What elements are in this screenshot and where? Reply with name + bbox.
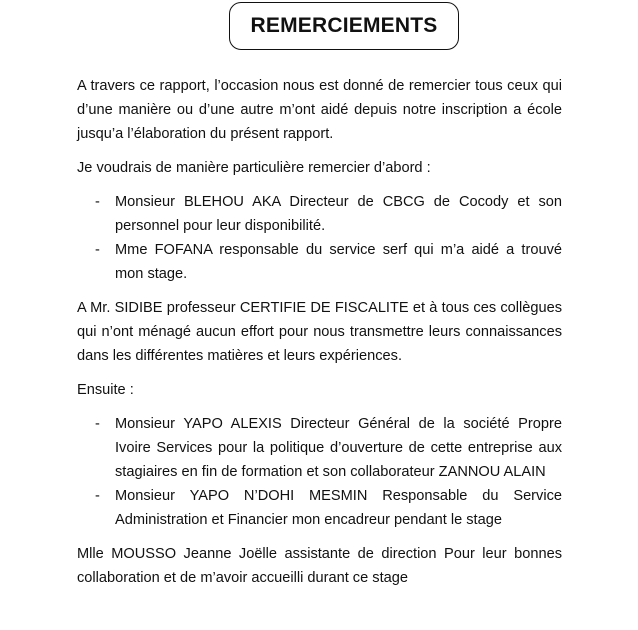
professor-paragraph: A Mr. SIDIBE professeur CERTIFIE DE FISCALITE et à tous ces collègues qui n’ont ménagé aucun effort pour nous transmettre leurs connaissances dans les différentes matières et leurs expériences. — [77, 300, 562, 364]
document-body — [77, 74, 562, 600]
first-thanks-list — [77, 190, 562, 286]
second-thanks-lead: Ensuite : — [77, 382, 134, 398]
first-thanks-lead: Je voudrais de manière particulière remercier d’abord : — [77, 160, 431, 176]
page-title: REMERCIEMENTS — [250, 14, 438, 37]
title-box — [229, 2, 459, 50]
closing-paragraph: Mlle MOUSSO Jeanne Joëlle assistante de direction Pour leur bonnes collaboration et de m’avoir accueilli durant ce stage — [77, 546, 562, 586]
list-item: - Monsieur BLEHOU AKA Directeur de CBCG de Cocody et son personnel pour leur disponibilité. — [77, 190, 562, 238]
list-item: - Monsieur YAPO N’DOHI MESMIN Responsable du Service Administration et Financier mon encadreur pendant le stage — [77, 484, 562, 532]
second-thanks-list — [77, 412, 562, 532]
list-item: - Mme FOFANA responsable du service serf qui m’a aidé a trouvé mon stage. — [77, 238, 562, 286]
intro-paragraph: A travers ce rapport, l’occasion nous est donné de remercier tous ceux qui d’une manière ou d’une autre m’ont aidé depuis notre inscription a école jusqu’a l’élaboration du présent rapport. — [77, 78, 562, 142]
list-item: - Monsieur YAPO ALEXIS Directeur Général de la société Propre Ivoire Services pour la politique d’ouverture de cette entreprise aux stagiaires en fin de formation et son collaborateur ZANNOU ALAIN — [77, 412, 562, 484]
